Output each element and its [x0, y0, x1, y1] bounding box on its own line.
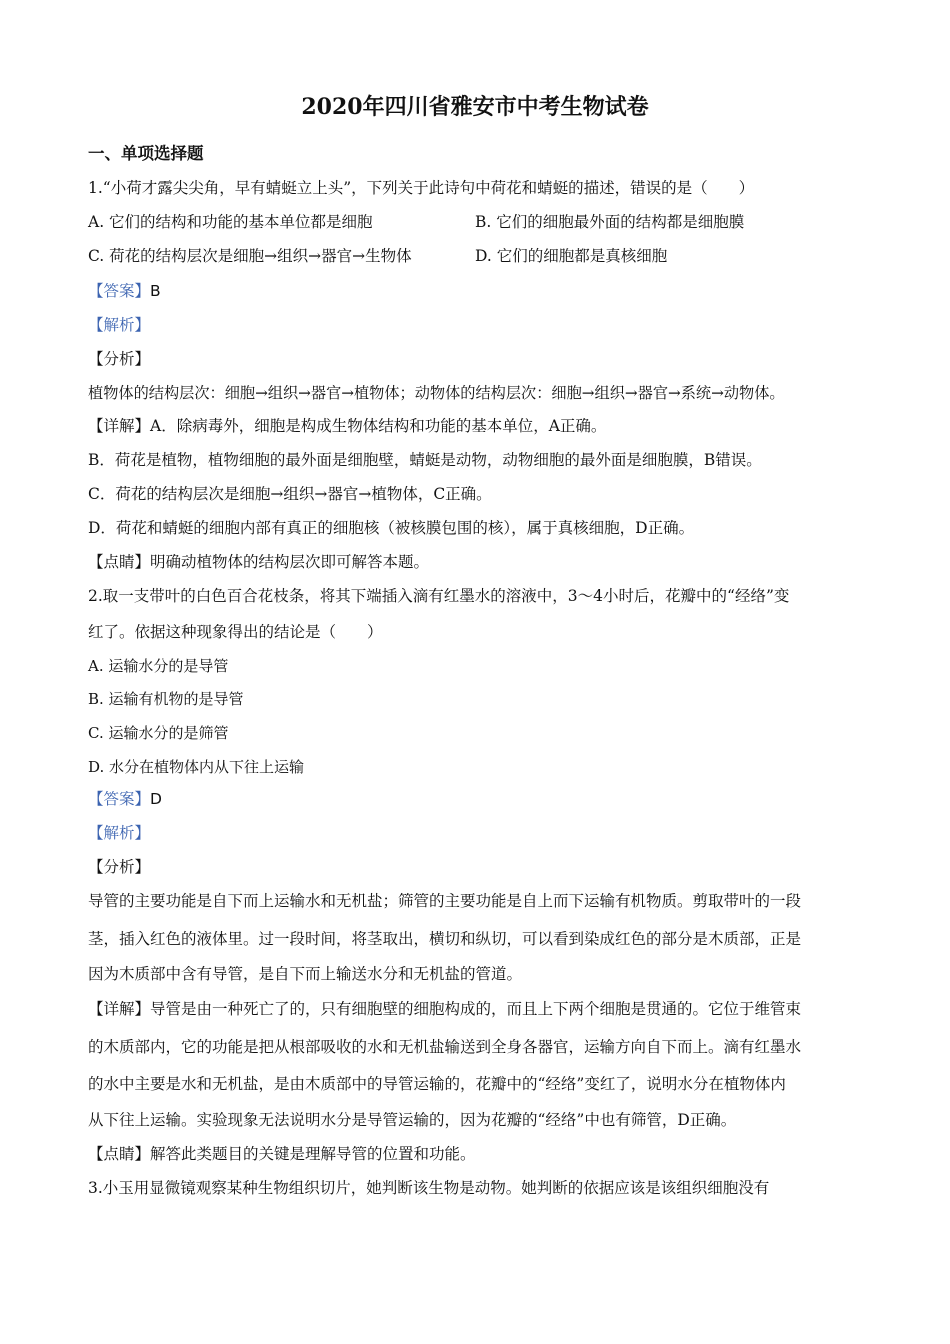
question-1-detail-a: 【详解】A．除病毒外，细胞是构成生物体结构和功能的基本单位，A正确。 [88, 417, 607, 435]
question-1-option-b: B. 它们的细胞最外面的结构都是细胞膜 [475, 213, 745, 231]
question-1-option-d: D. 它们的细胞都是真核细胞 [475, 247, 668, 265]
page-title: 2020年四川省雅安市中考生物试卷 [301, 94, 649, 120]
question-1-detail-d: D．荷花和蜻蜓的细胞内部有真正的细胞核（被核膜包围的核），属于真核细胞，D正确。 [88, 519, 695, 537]
answer-value: B [150, 282, 161, 300]
answer-tag: 【答案】 [88, 790, 151, 808]
question-2-fenxi-tag: 【分析】 [88, 858, 151, 876]
question-1-analysis-tag: 【解析】 [88, 316, 151, 334]
question-1-stem: 1.“小荷才露尖尖角，早有蜻蜓立上头”，下列关于此诗句中荷花和蜻蜓的描述，错误的是（ ） [88, 179, 755, 197]
question-2-option-b: B. 运输有机物的是导管 [88, 690, 244, 708]
question-2-detail-line3: 的水中主要是水和无机盐，是由木质部中的导管运输的，花瓣中的“经络”变红了，说明水分在植物体内 [88, 1075, 786, 1093]
question-2-detail-line1: 【详解】导管是由一种死亡了的，只有细胞壁的细胞构成的，而且上下两个细胞是贯通的。它位于维管束 [88, 1000, 802, 1018]
question-3-stem: 3.小玉用显微镜观察某种生物组织切片，她判断该生物是动物。她判断的依据应该是该组织细胞没有 [88, 1179, 770, 1197]
question-2-tip: 【点睛】解答此类题目的关键是理解导管的位置和功能。 [88, 1145, 476, 1163]
question-2-fenxi-line1: 导管的主要功能是自下而上运输水和无机盐；筛管的主要功能是自上而下运输有机物质。剪取带叶的一段 [88, 892, 802, 910]
question-1-option-c: C. 荷花的结构层次是细胞→组织→器官→生物体 [88, 247, 412, 265]
question-2-detail-line4: 从下往上运输。实验现象无法说明水分是导管运输的，因为花瓣的“经络”中也有筛管，D正确。 [88, 1111, 737, 1129]
question-1-detail-c: C．荷花的结构层次是细胞→组织→器官→植物体，C正确。 [88, 485, 492, 503]
question-2-option-d: D. 水分在植物体内从下往上运输 [88, 758, 305, 776]
question-2-stem-line1: 2.取一支带叶的白色百合花枝条，将其下端插入滴有红墨水的溶液中，3～4小时后，花瓣中的“经络”变 [88, 587, 790, 605]
question-1-option-a: A. 它们的结构和功能的基本单位都是细胞 [88, 213, 373, 231]
question-2-detail-line2: 的木质部内，它的功能是把从根部吸收的水和无机盐输送到全身各器官，运输方向自下而上。滴有红墨水 [88, 1038, 802, 1056]
question-2-fenxi-line3: 因为木质部中含有导管，是自下而上输送水分和无机盐的管道。 [88, 965, 523, 983]
answer-tag: 【答案】 [88, 282, 151, 300]
question-2-fenxi-line2: 茎，插入红色的液体里。过一段时间，将茎取出，横切和纵切，可以看到染成红色的部分是木质部，正是 [88, 930, 802, 948]
question-2-stem-line2: 红了。依据这种现象得出的结论是（ ） [88, 623, 383, 641]
answer-value: D [150, 790, 162, 808]
question-2-analysis-tag: 【解析】 [88, 824, 151, 842]
question-1-fenxi-tag: 【分析】 [88, 350, 151, 368]
question-2-answer [88, 788, 162, 810]
question-1-tip: 【点睛】明确动植物体的结构层次即可解答本题。 [88, 553, 430, 571]
question-1-answer [88, 280, 161, 302]
question-2-option-a: A. 运输水分的是导管 [88, 657, 229, 675]
question-1-detail-b: B．荷花是植物，植物细胞的最外面是细胞壁，蜻蜓是动物，动物细胞的最外面是细胞膜，B错误。 [88, 451, 762, 469]
question-2-option-c: C. 运输水分的是筛管 [88, 724, 229, 742]
section-heading: 一、单项选择题 [88, 144, 204, 163]
question-1-fenxi-text: 植物体的结构层次：细胞→组织→器官→植物体；动物体的结构层次：细胞→组织→器官→系统→动物体。 [88, 384, 785, 402]
